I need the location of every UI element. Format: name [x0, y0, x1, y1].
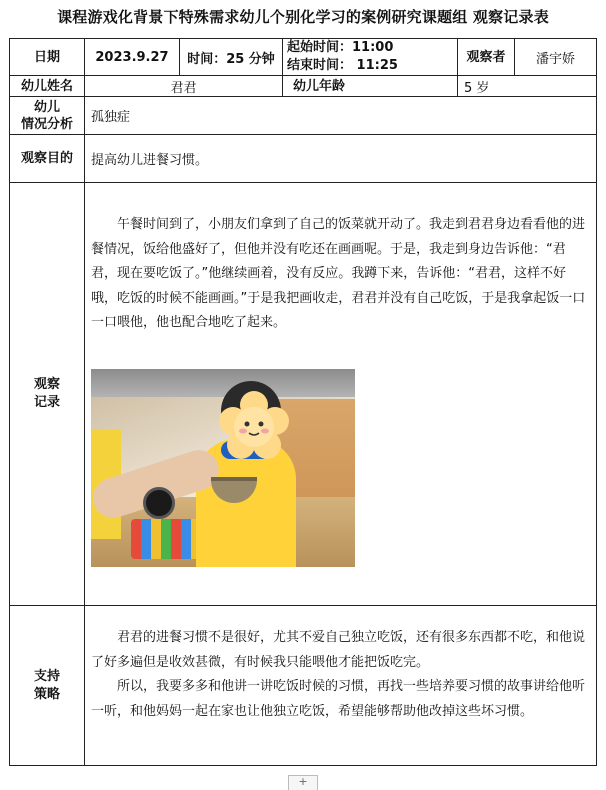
analysis-label [10, 97, 85, 135]
end-time: 结束时间： 11:25 [287, 58, 398, 73]
time-range [283, 39, 458, 76]
analysis-label-line2: 情况分析 [20, 116, 73, 132]
add-page-button[interactable]: + [288, 775, 318, 790]
support-para2: 所以，我要多多和他讲一讲吃饭时候的习惯，再找一些培养要习惯的故事讲给他听一听，和他妈妈一起在家也让他独立吃饭，希望能够帮助他改掉这些坏习惯。 [91, 679, 586, 719]
observer-value: 潘宇娇 [515, 39, 597, 76]
observation-photo [91, 369, 355, 567]
record-content [85, 183, 597, 606]
support-para1: 君君的进餐习惯不是很好，尤其不爱自己独立吃饭，还有很多东西都不吃，和他说了好多遍但是收效甚微，有时候我只能喂他才能把饭吃完。 [91, 630, 586, 670]
analysis-value: 孤独症 [85, 97, 597, 135]
child-age-value: 5 岁 [458, 76, 597, 97]
support-label-line1: 支持 [33, 668, 60, 684]
analysis-label-line1: 幼儿 [33, 99, 60, 115]
record-label [10, 183, 85, 606]
support-label [10, 606, 85, 766]
purpose-value: 提高幼儿进餐习惯。 [85, 135, 597, 183]
privacy-flower-icon [219, 391, 289, 461]
record-text: 午餐时间到了，小朋友们拿到了自己的饭菜就开动了。我走到君君身边看看他的进餐情况，饭给他盛好了，但他并没有吃还在画画呢。于是，我走到身边告诉他：“君君，现在要吃饭了。”他继续画着，没有反应。我蹲下来，告诉他：“君君，这样不好哦，吃饭的时候不能画画。”于是我把画收走，君君并没有自己吃饭，于是我拿起饭一口一口喂他，他也配合地吃了起来。 [91, 217, 586, 330]
observation-table [9, 38, 597, 766]
document-title: 课程游戏化背景下特殊需求幼儿个别化学习的案例研究课题组 观察记录表 [57, 8, 549, 26]
duration-label: 时间：25 分钟 [180, 39, 283, 76]
record-label-line1: 观察 [33, 377, 60, 392]
support-content [85, 606, 597, 766]
child-name-value: 君君 [85, 76, 283, 97]
date-label: 日期 [10, 39, 85, 76]
support-label-line2: 策略 [33, 686, 60, 702]
date-value: 2023.9.27 [85, 39, 180, 76]
record-label-line2: 记录 [33, 395, 60, 410]
start-time: 起始时间：11:00 [287, 40, 394, 55]
purpose-label: 观察目的 [10, 135, 85, 183]
child-name-label: 幼儿姓名 [10, 76, 85, 97]
child-age-label: 幼儿年龄 [283, 76, 458, 97]
observer-label: 观察者 [458, 39, 515, 76]
